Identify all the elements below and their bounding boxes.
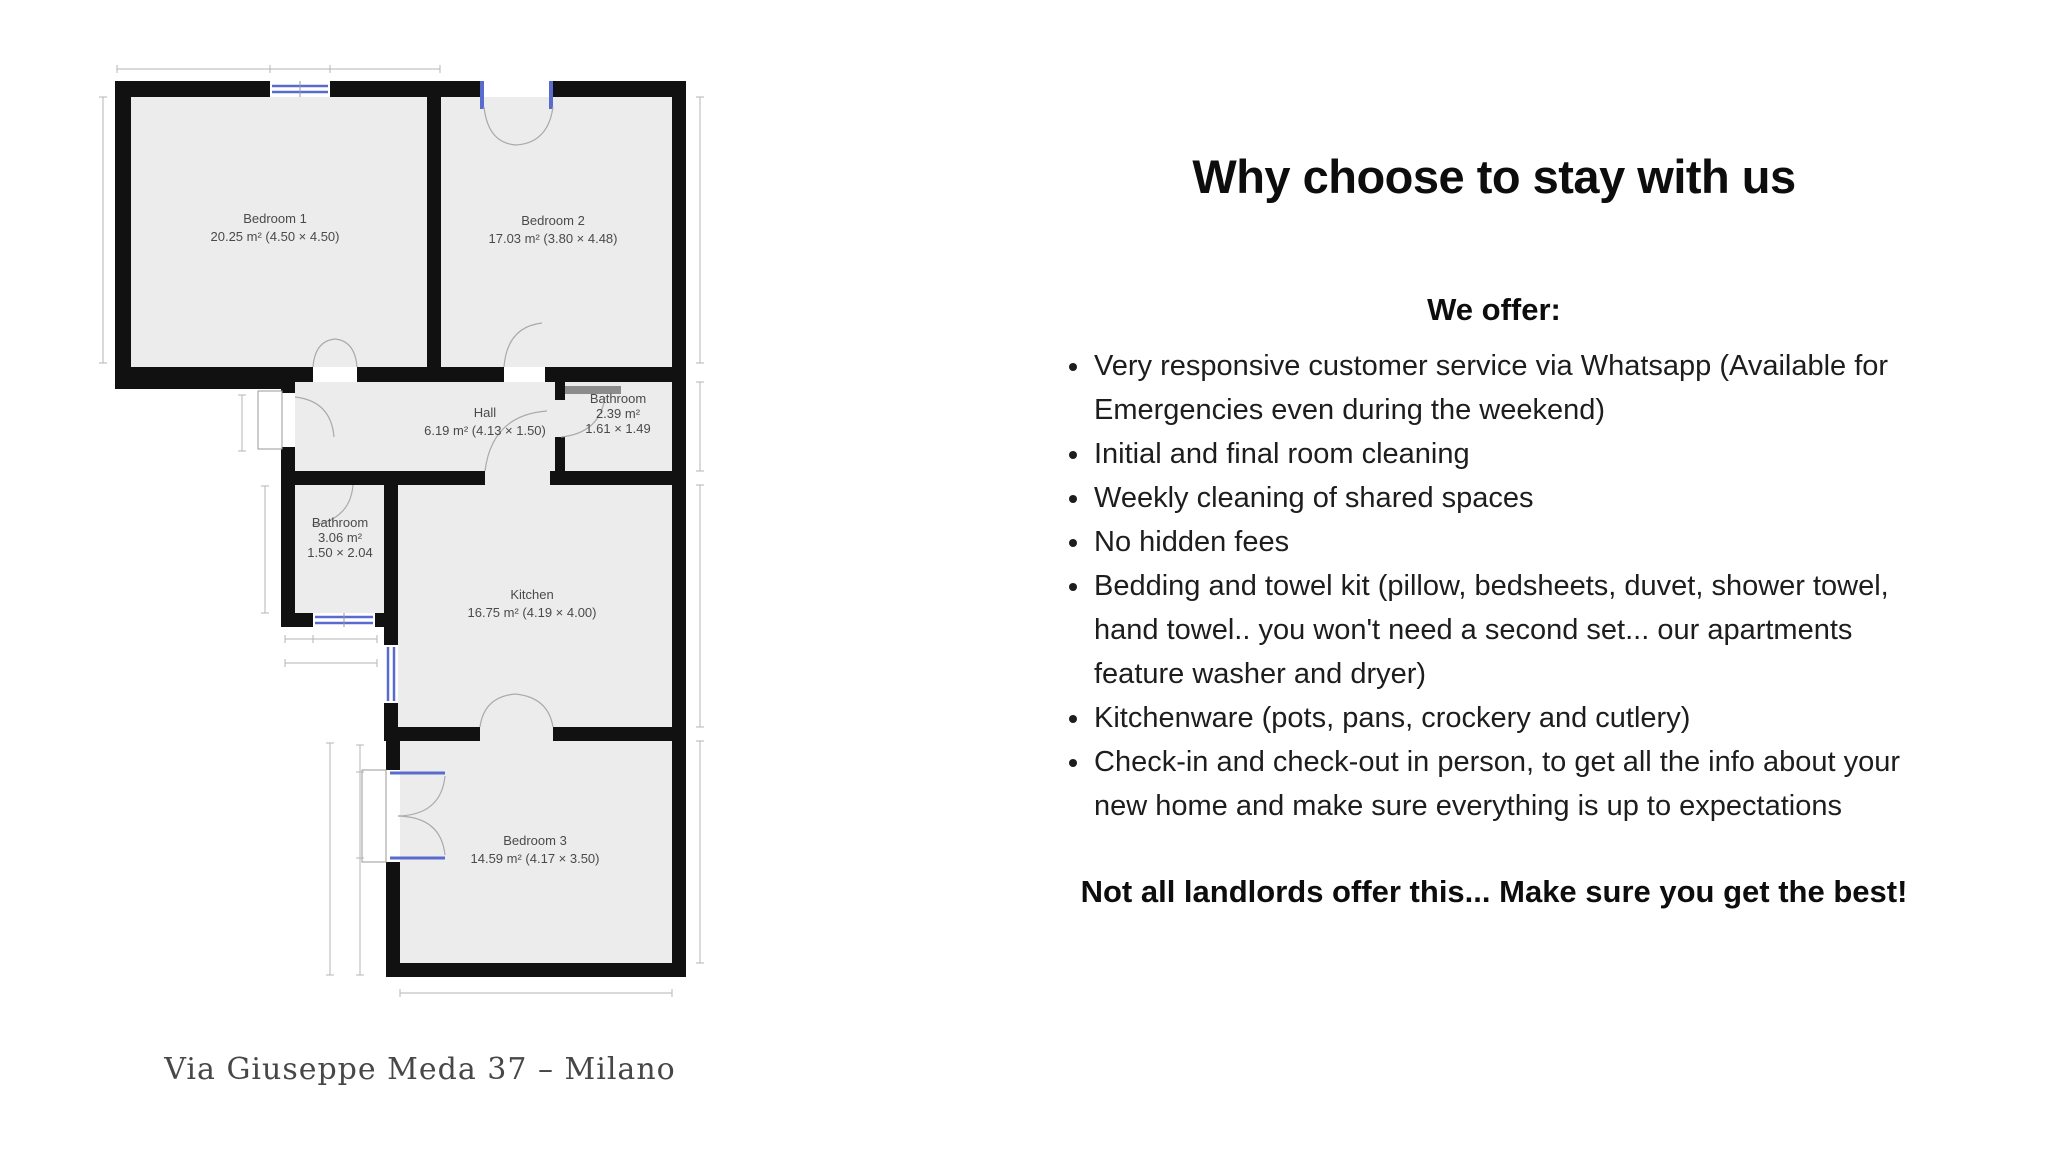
- room-size: 1.50 × 2.04: [307, 545, 373, 560]
- page-title: Why choose to stay with us: [1192, 150, 1796, 203]
- room-name: Bedroom 3: [503, 833, 567, 848]
- floor-plan-svg: [95, 45, 730, 1010]
- room-name: Kitchen: [510, 587, 554, 602]
- offer-item: • Initial and final room cleaning: [1092, 432, 1942, 476]
- offer-item: • Check-in and check-out in person, to get all the info about your new home and make sure everything is up to expectations: [1092, 740, 1942, 828]
- window-bedroom-1: [270, 81, 330, 97]
- room-name: Hall: [473, 405, 497, 420]
- offer-item: • Kitchenware (pots, pans, crockery and cutlery): [1092, 696, 1942, 740]
- room-name: Bedroom 2: [521, 213, 585, 228]
- offer-item: • Bedding and towel kit (pillow, bedsheets, duvet, shower towel, hand towel.. you won't need a second set... our apartments feature washer and dryer): [1092, 564, 1942, 696]
- room-size: 17.03 m² (3.80 × 4.48): [488, 231, 618, 246]
- room-name: Bathroom: [589, 391, 647, 406]
- offer-item: • Very responsive customer service via Whatsapp (Available for Emergencies even during the weekend): [1092, 344, 1942, 432]
- floor-plan: [95, 45, 730, 1010]
- property-address: Via Giuseppe Meda 37 – Milano: [164, 1052, 676, 1087]
- room-size: 6.19 m² (4.13 × 1.50): [424, 423, 546, 438]
- room-size: 1.61 × 1.49: [585, 421, 651, 436]
- room-size: 14.59 m² (4.17 × 3.50): [470, 851, 600, 866]
- offer-list: [1046, 344, 1942, 828]
- offer-item: • No hidden fees: [1092, 520, 1942, 564]
- room-size: 3.06 m²: [317, 530, 363, 545]
- offer-item: • Weekly cleaning of shared spaces: [1092, 476, 1942, 520]
- room-size: 2.39 m²: [595, 406, 641, 421]
- room-name: Bedroom 1: [243, 211, 307, 226]
- room-size: 16.75 m² (4.19 × 4.00): [467, 605, 597, 620]
- window-kitchen: [384, 645, 398, 703]
- info-panel: [1046, 148, 1942, 912]
- offer-heading: We offer:: [1427, 292, 1561, 327]
- room-fills: [123, 89, 678, 969]
- room-name: Bathroom: [311, 515, 369, 530]
- closing-statement: Not all landlords offer this... Make sure you get the best!: [1080, 874, 1908, 909]
- room-size: 20.25 m² (4.50 × 4.50): [210, 229, 340, 244]
- window-bathroom-left: [313, 613, 375, 627]
